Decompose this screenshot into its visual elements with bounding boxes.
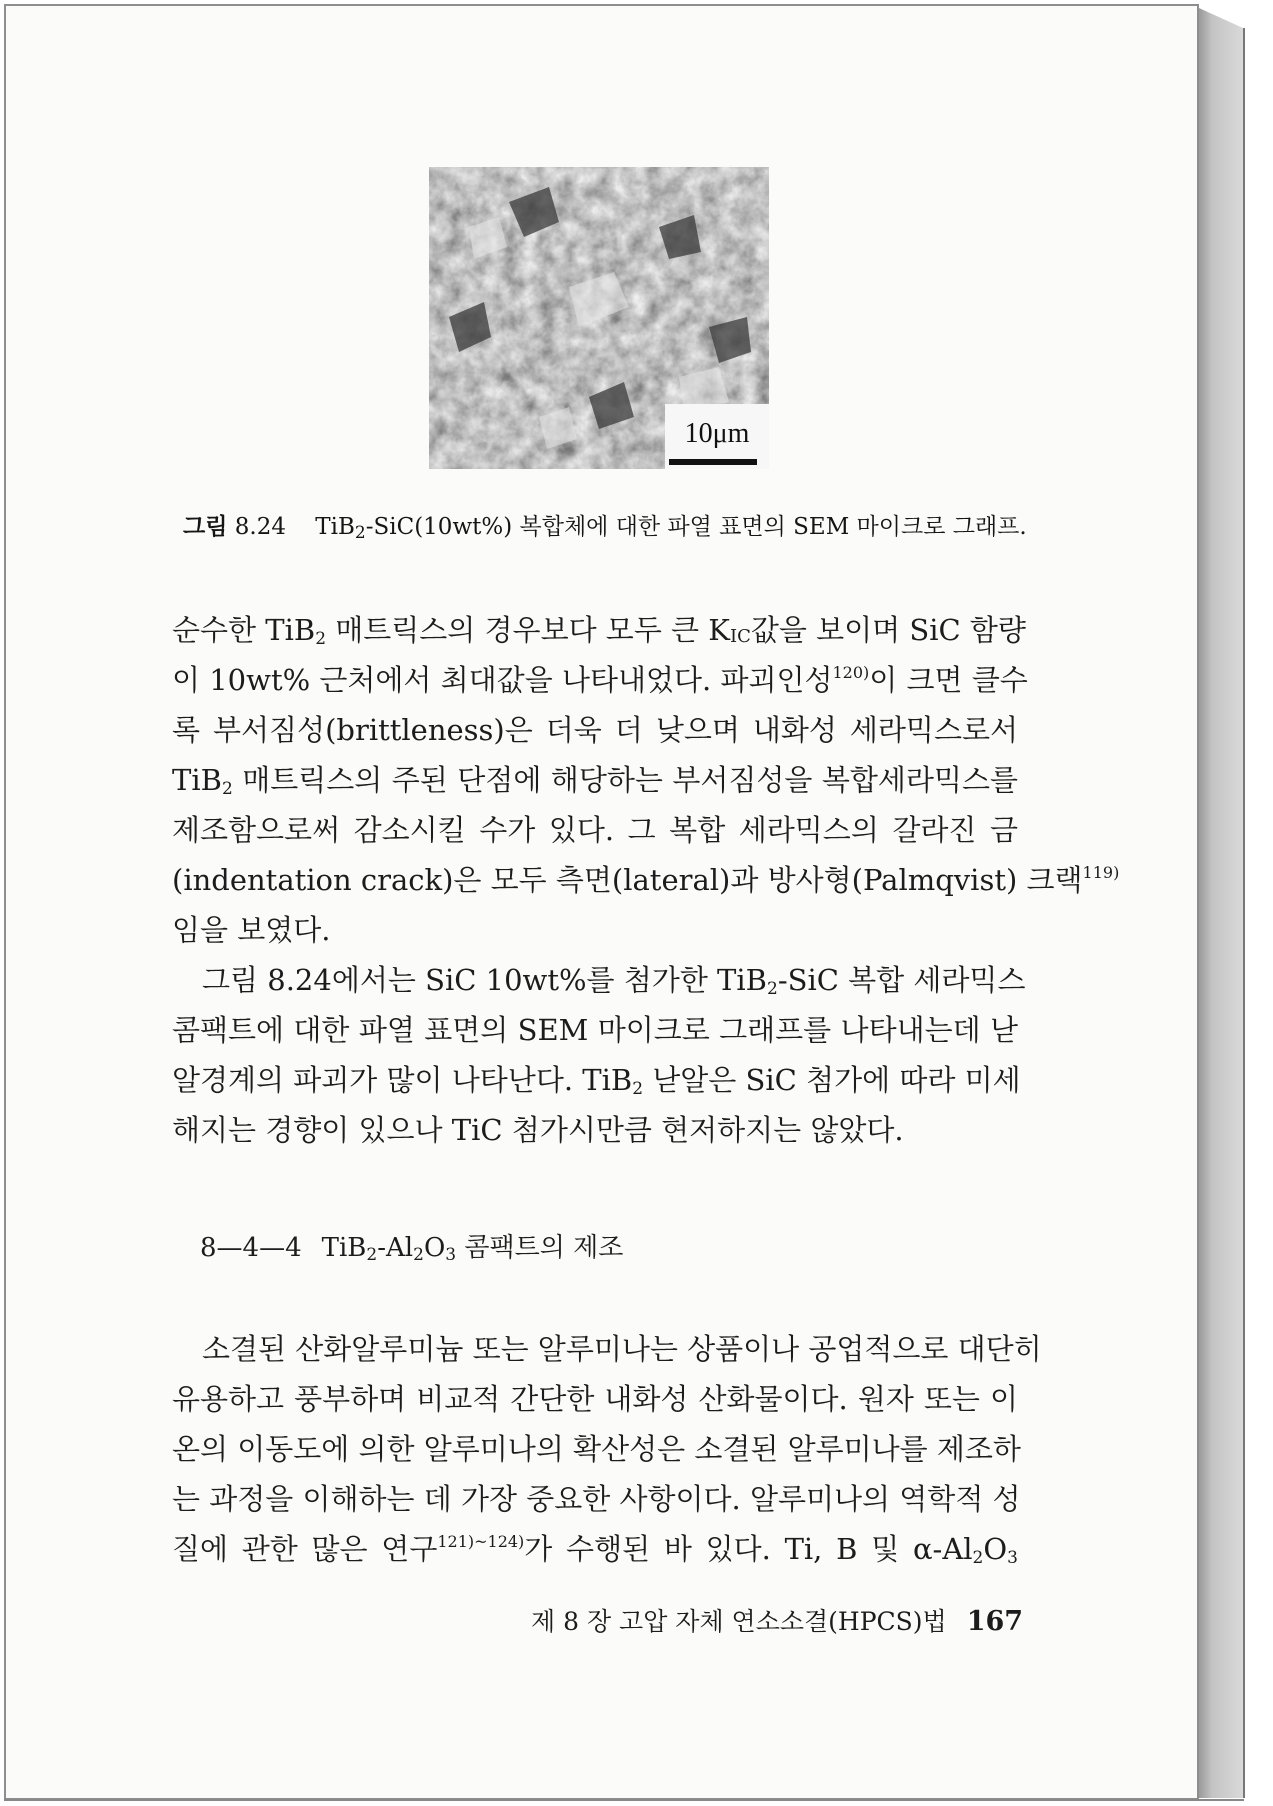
text-line: 록 부서짐성(brittleness)은 더욱 더 낮으며 내화성 세라믹스로서	[172, 713, 1018, 747]
text-line: 알경계의 파괴가 많이 나타난다. TiB$_2$ 낟알은 SiC 첨가에 따라 미세	[172, 1063, 1021, 1099]
caption-text-a: TiB	[315, 514, 355, 540]
running-footer	[531, 1602, 1023, 1638]
text-line: 그림 8.24에서는 SiC 10wt%를 첨가한 TiB$_2$-SiC 복합 세라믹스	[202, 963, 1026, 999]
text-line: 질에 관한 많은 연구$^{121)\sim 124)}$가 수행된 바 있다. Ti, B 및 $\alpha-Al_2O_3$	[172, 1532, 1018, 1568]
text-line: (indentation crack)은 모두 측면(lateral)과 방사형(Palmqvist) 크랙$^{119)}$	[172, 863, 1120, 897]
text-line: 이 10wt% 근처에서 최대값을 나타내었다. 파괴인성$^{120)}$이 크면 클수	[172, 663, 1028, 697]
text-line: 임을 보였다.	[172, 913, 331, 947]
caption-sub: 2	[354, 523, 366, 543]
caption-label: 그림	[183, 513, 228, 540]
page-stack-edge	[1199, 8, 1243, 1798]
text-line: TiB$_2$ 매트릭스의 주된 단점에 해당하는 부서짐성을 복합세라믹스를	[172, 763, 1018, 799]
text-line: 온의 이동도에 의한 알루미나의 확산성은 소결된 알루미나를 제조하	[172, 1432, 1021, 1466]
text-line: 소결된 산화알루미늄 또는 알루미나는 상품이나 공업적으로 대단히	[202, 1332, 1042, 1366]
paragraph-3	[172, 1327, 1042, 1577]
section-heading: 8—4—4 $TiB_2-Al_2O_3$ 콤팩트의 제조	[200, 1233, 624, 1265]
scale-bar-label: 10μm	[684, 418, 750, 449]
caption-number: 8.24	[234, 514, 286, 540]
text-line: 순수한 TiB$_2$ 매트릭스의 경우보다 모두 큰 KIC값을 보이며 SiC 함량	[172, 613, 1026, 649]
section-number: 8—4—4	[200, 1233, 302, 1263]
paragraph-2	[172, 958, 1026, 1158]
scale-bar	[669, 459, 757, 465]
figure-caption	[183, 508, 1043, 541]
text-line: 는 과정을 이해하는 데 가장 중요한 사항이다. 알루미나의 역학적 성	[172, 1482, 1021, 1516]
page-number: 167	[966, 1606, 1024, 1637]
text-line: 콤팩트에 대한 파열 표면의 SEM 마이크로 그래프를 나타내는데 낟	[172, 1013, 1018, 1047]
scale-bar-box	[665, 404, 769, 469]
page-bottom-edge	[4, 1799, 1244, 1801]
text-line: 유용하고 풍부하며 비교적 간단한 내화성 산화물이다. 원자 또는 이	[172, 1382, 1018, 1416]
page-edge-line	[1243, 28, 1245, 1798]
paragraph-1	[172, 608, 1120, 958]
text-line: 제조함으로써 감소시킬 수가 있다. 그 복합 세라믹스의 갈라진 금	[172, 813, 1018, 847]
text-line: 해지는 경향이 있으나 TiC 첨가시만큼 현저하지는 않았다.	[172, 1113, 904, 1147]
caption-text-b: -SiC(10wt%) 복합체에 대한 파열 표면의 SEM 마이크로 그래프.	[365, 514, 1027, 540]
chapter-title: 제 8 장 고압 자체 연소소결(HPCS)법	[531, 1607, 947, 1636]
